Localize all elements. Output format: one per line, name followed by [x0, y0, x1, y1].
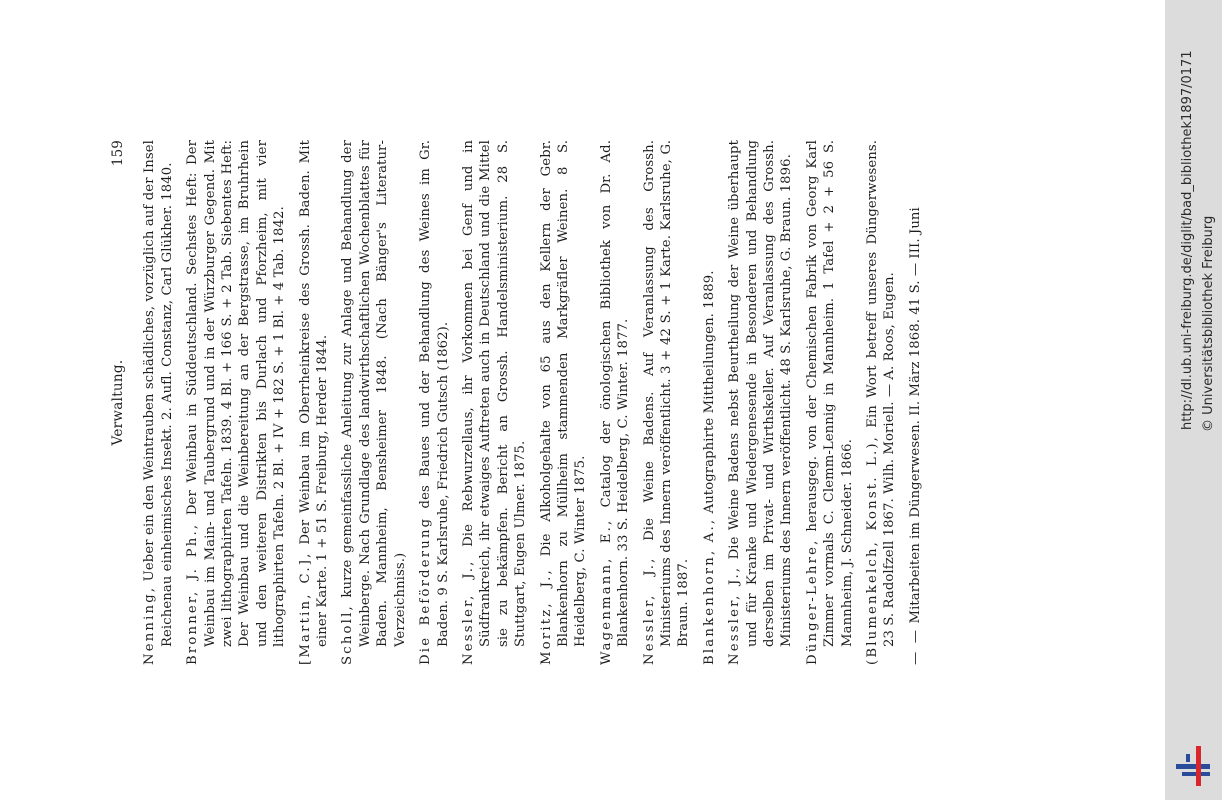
bibliography-entry	[701, 140, 718, 665]
entry-text: Ein Wort betreff unseres Düngerwesens. 23 S. Radolfzell 1867. Wilh. Moriell. — A. Roos, Eugen.	[865, 140, 898, 647]
logo-bar-blue-1	[1176, 764, 1210, 769]
entry-author: Dünger-Lehre,	[804, 538, 820, 665]
bibliography-entry	[726, 140, 796, 665]
ub-freiburg-logo-icon	[1174, 744, 1214, 788]
entry-text: herausgeg. von der Chemischen Fabrik von Georg Karl Zimmer vormals C. Clemm-Lennig in Mannheim. 1 Tafel + 2 + 56 S. Mannheim, J. Schneider. 1866.	[804, 140, 855, 647]
entry-text: Mitarbeiten im Düngerwesen. II. März 1868. 41 S. — III. Juni	[907, 207, 923, 628]
source-url[interactable]: http://dl.ub.uni-freiburg.de/diglit/bad_bibliothek1897/0171	[1180, 50, 1195, 430]
entry-text: kurze gemeinfassliche Anleitung zur Anlage und Behandlung der Weinberge. Nach Grundlage des landwirthschaftlichen Wochenblattes für Baden. Mannheim, Bensheimer 1848. (Nach Bänger's Literatur-Verzeichniss.)	[340, 140, 408, 647]
bibliography-entry	[641, 140, 693, 665]
page-number: 159	[110, 140, 126, 167]
bibliography-entry	[417, 140, 452, 665]
entry-author: Scholl,	[340, 604, 356, 665]
bibliography-entry	[339, 140, 409, 665]
entry-author: Nessler, J.,	[727, 565, 743, 665]
text-block	[70, 140, 932, 665]
entry-author: Blankenhorn, A.,	[701, 517, 717, 665]
entry-author: Die Beförderung	[418, 516, 434, 665]
entry-author: — —	[907, 627, 923, 665]
entry-author: Nenning,	[142, 585, 158, 665]
entry-author: (Blumenkelch, Konst. L.),	[865, 434, 881, 665]
running-head	[70, 140, 127, 665]
entry-author: Moritz, J.,	[538, 568, 554, 665]
entry-author: Bronner, J. Ph.,	[185, 522, 201, 665]
bibliography-entry	[184, 140, 288, 665]
entry-text: Die Weine Badens nebst Beurtheilung der Weine überhaupt und für Kranke und Wiedergenesende in Besonderen und Behandlung derselben im Privat- und Wirthskeller. Auf Veranlassung des Grossh. Ministeriums des Innern veröffentlicht. 48 S. Karlsruhe, G. Braun. 1896.	[727, 140, 795, 647]
bibliography-entry	[907, 140, 924, 665]
entry-text: Catalog der önologischen Bibliothek von Dr. Ad. Blankenhorn. 33 S. Heidelberg, C. Winter. 1877.	[598, 139, 632, 647]
copyright-notice: © Universitätsbibliothek Freiburg	[1201, 215, 1216, 432]
logo-bar-blue-3	[1186, 754, 1190, 762]
entry-author: Wagenmann, E.,	[598, 518, 614, 665]
bibliography-entry	[538, 140, 590, 665]
bibliography-entry	[460, 140, 530, 665]
bibliography-entry	[297, 140, 332, 665]
entry-text: des Baues und der Behandlung des Weines im Gr. Baden. 9 S. Karlsruhe, Friedrich Gutsch (1862).	[418, 140, 451, 647]
entry-text: Autographirte Mittheilungen. 1889.	[701, 270, 717, 518]
entry-text: Der Weinbau in Süddeutschland. Sechstes Heft: Der Weinbau im Main- und Taubergrund und in der Würzburger Gegend. Mit zwei lithographirten Tafeln. 1839. 4 Bl. + 166 S. + 2 Tab. Siebentes Heft: Der Weinbau und die Weinbereitung an der Bergstrasse, im Bruhrhein und den weiteren Distrikten bis Durlach und Pforzheim, mit vier lithographirten Tafeln. 2 Bl. + IV + 182 S. + 1 Bl. + 4 Tab. 1842.	[185, 140, 288, 647]
entry-text: Der Weinbau im Oberrheinkreise des Grossh. Baden. Mit einer Karte. 1 + 51 S. Freiburg, Herder 1844.	[297, 140, 331, 647]
logo-bar-red	[1196, 746, 1201, 786]
bibliography-entry	[141, 140, 176, 665]
bibliography-entry	[598, 140, 633, 665]
bibliography-entry	[804, 140, 856, 665]
entry-text: Die Rebwurzellaus, ihr Vorkommen bei Genf und in Südfrankreich, ihr etwaiges Auftreten auch in Deutschland und die Mittel sie zu bekämpfen. Bericht an Grossh. Handelsministerium. 28 S. Stuttgart, Eugen Ulmer. 1875.	[460, 139, 529, 647]
rotated-page-content	[70, 0, 1165, 800]
entry-author: [Martin, C.],	[297, 551, 313, 665]
entry-text: Ueber ein den Weintrauben schädliches, vorzüglich auf der Insel Reichenau einheimisches Insekt. 2. Aufl. Constanz, Carl Glükher. 1840.	[142, 140, 175, 647]
entry-author: Nessler, J.,	[460, 559, 476, 665]
bibliography-list	[141, 140, 924, 665]
entry-author: Nessler, J.,	[641, 556, 657, 665]
running-head-title: Verwaltung.	[110, 359, 126, 446]
bibliography-entry	[864, 140, 899, 665]
entry-text: Die Alkoholgehalte von 65 aus den Kellern der Gebr. Blankenhorn zu Müllheim stammenden Markgräfler Weinen. 8 S. Heidelberg, C. Winter 1875.	[538, 140, 589, 647]
entry-text: Die Weine Badens. Auf Veranlassung des Grossh. Ministeriums des Innern veröffentlicht. 3 + 42 S. + 1 Karte. Karlsruhe, G. Braun. 1887.	[641, 140, 692, 647]
